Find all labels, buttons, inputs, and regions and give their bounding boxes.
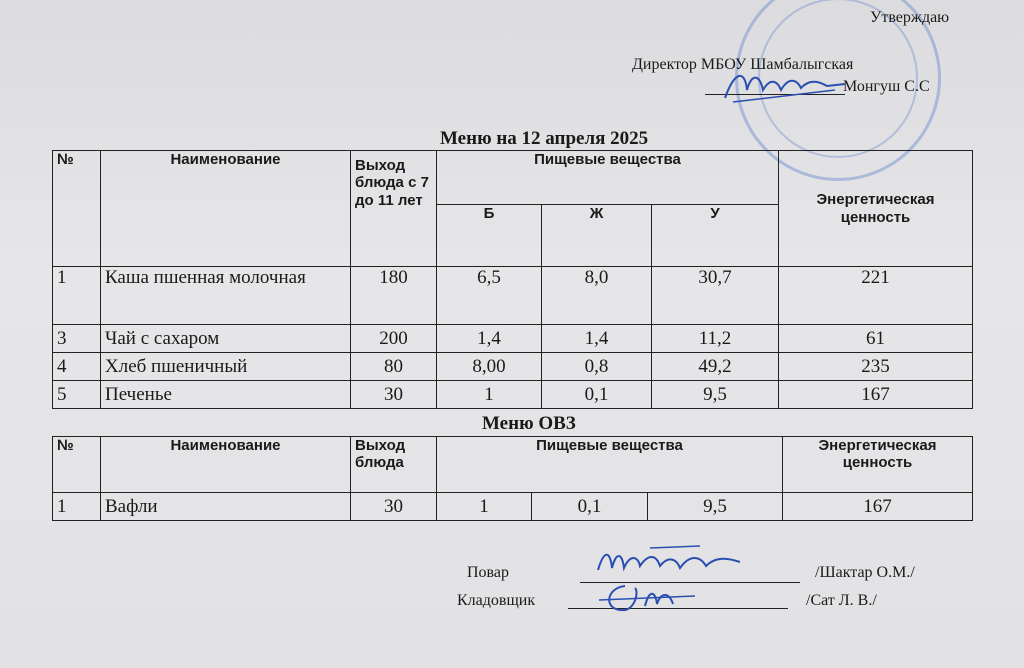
cook-name: /Шактар О.М./ <box>815 564 915 581</box>
dish-name: Чай с сахаром <box>101 325 351 353</box>
col-name-header: Наименование <box>101 437 351 493</box>
dish-yield: 30 <box>351 493 437 521</box>
table-row <box>53 493 973 521</box>
approve-label: Утверждаю <box>870 9 950 26</box>
col-zh-header: Ж <box>542 205 652 267</box>
col-number-header: № <box>53 437 101 493</box>
keeper-label: Кладовщик <box>457 592 536 609</box>
dish-energy: 235 <box>779 353 973 381</box>
keeper-signature <box>595 578 705 618</box>
menu-table <box>52 150 973 409</box>
director-name: Монгуш С.С <box>843 78 930 95</box>
cook-label: Повар <box>467 564 509 581</box>
col-yield-header: Выход блюда с 7 до 11 лет <box>351 151 437 267</box>
menu-ovz-table <box>52 436 973 521</box>
dish-energy: 221 <box>779 267 973 325</box>
dish-name: Хлеб пшеничный <box>101 353 351 381</box>
table-row <box>53 353 973 381</box>
col-name-header: Наименование <box>101 151 351 267</box>
dish-yield: 200 <box>351 325 437 353</box>
col-nutrients-header: Пищевые вещества <box>437 151 779 205</box>
dish-protein: 8,00 <box>437 353 542 381</box>
dish-carbs: 11,2 <box>652 325 779 353</box>
menu-title: Меню на 12 апреля 2025 <box>440 128 649 149</box>
dish-name: Каша пшенная молочная <box>101 267 351 325</box>
table-row <box>53 381 973 409</box>
menu-ovz-title: Меню ОВЗ <box>482 413 576 434</box>
dish-fat: 1,4 <box>542 325 652 353</box>
dish-fat: 0,8 <box>542 353 652 381</box>
row-number: 4 <box>53 353 101 381</box>
col-energy-header: Энергетическая ценность <box>783 437 973 493</box>
row-number: 1 <box>53 267 101 325</box>
keeper-name: /Сат Л. В./ <box>806 592 877 609</box>
col-nutrients-header: Пищевые вещества <box>437 437 783 493</box>
dish-carbs: 49,2 <box>652 353 779 381</box>
director-signature <box>715 60 855 110</box>
col-yield-header: Выход блюда <box>351 437 437 493</box>
row-number: 5 <box>53 381 101 409</box>
dish-name: Печенье <box>101 381 351 409</box>
dish-yield: 30 <box>351 381 437 409</box>
dish-protein: 6,5 <box>437 267 542 325</box>
dish-protein: 1,4 <box>437 325 542 353</box>
dish-carbs: 9,5 <box>652 381 779 409</box>
dish-carbs: 9,5 <box>648 493 783 521</box>
col-number-header: № <box>53 151 101 267</box>
dish-fat: 0,1 <box>542 381 652 409</box>
dish-name: Вафли <box>101 493 351 521</box>
table-row <box>53 267 973 325</box>
row-number: 3 <box>53 325 101 353</box>
dish-yield: 180 <box>351 267 437 325</box>
col-u-header: У <box>652 205 779 267</box>
dish-energy: 167 <box>779 381 973 409</box>
dish-fat: 8,0 <box>542 267 652 325</box>
col-energy-header: Энергетическая ценность <box>779 151 973 267</box>
dish-energy: 167 <box>783 493 973 521</box>
dish-yield: 80 <box>351 353 437 381</box>
dish-protein: 1 <box>437 381 542 409</box>
dish-energy: 61 <box>779 325 973 353</box>
dish-carbs: 30,7 <box>652 267 779 325</box>
director-title: Директор МБОУ Шамбалыгская <box>632 56 854 73</box>
dish-fat: 0,1 <box>532 493 648 521</box>
row-number: 1 <box>53 493 101 521</box>
col-b-header: Б <box>437 205 542 267</box>
table-row <box>53 325 973 353</box>
dish-protein: 1 <box>437 493 532 521</box>
